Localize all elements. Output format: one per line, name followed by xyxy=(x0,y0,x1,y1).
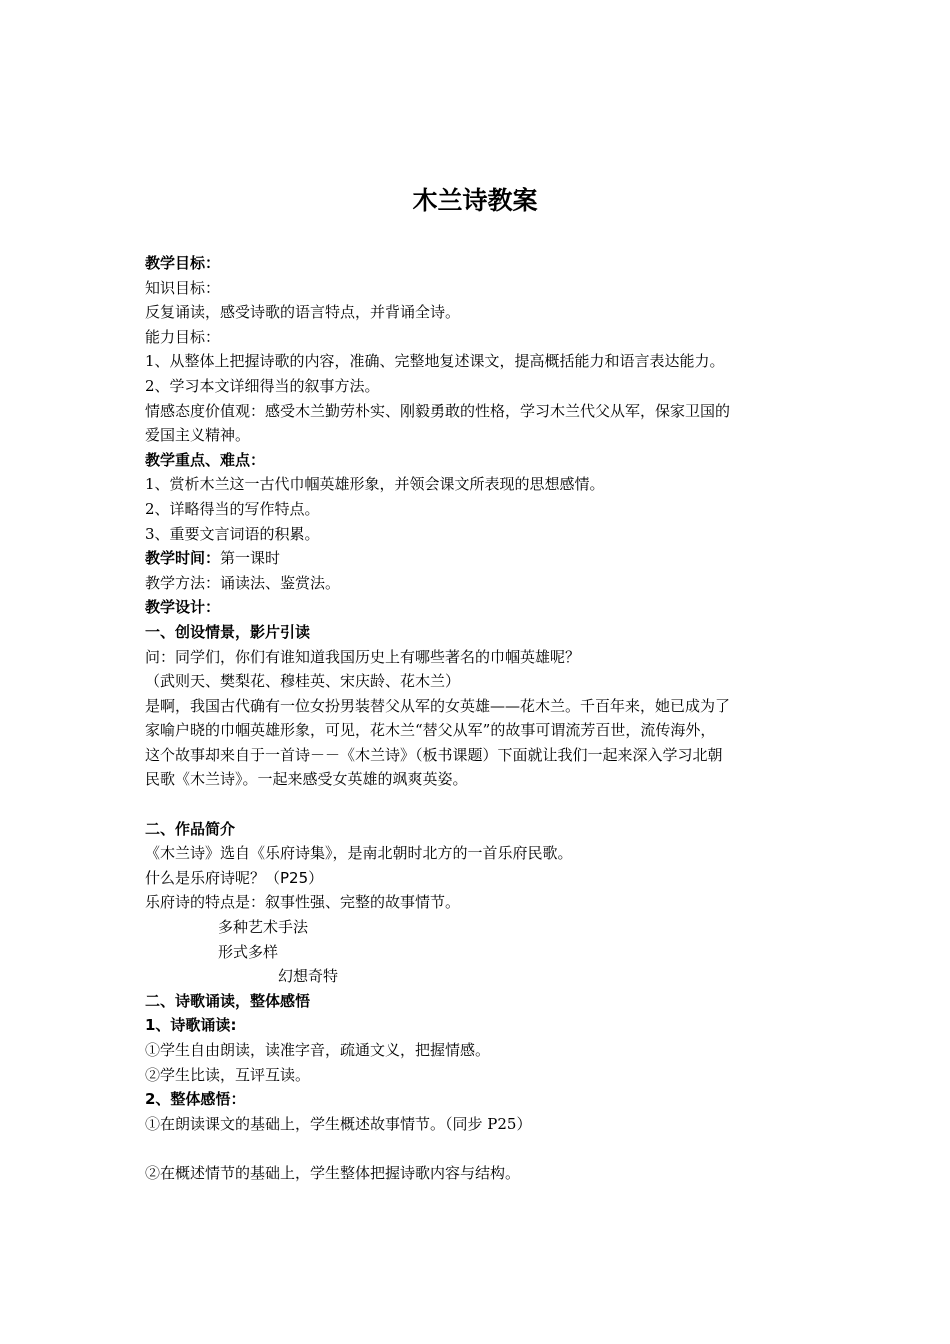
teaching-time-value: 第一课时 xyxy=(220,549,281,568)
ability-goal-item-1: 1、从整体上把握诗歌的内容，准确、完整地复述课文，提高概括能力和语言表达能力。 xyxy=(145,352,725,371)
section-2-close-paren: ） xyxy=(308,868,324,887)
key-point-item-3: 3、重要文言词语的积累。 xyxy=(145,524,320,543)
section-1-paragraph-line-2: 家喻户晓的巾帼英雄形象，可见，花木兰“替父从军”的故事可谓流芳百世，流传海外， xyxy=(145,721,716,740)
blank-line xyxy=(145,1136,810,1161)
yuefu-feature-2: 形式多样 xyxy=(218,942,279,961)
design-heading: 教学设计： xyxy=(145,598,221,617)
section-1-paragraph-line-3: 这个故事却来自于一首诗－－《木兰诗》（板书课题）下面就让我们一起来深入学习北朝 xyxy=(145,745,723,764)
section-3-sub-1-item-1: ①学生自由朗读，读准字音，疏通文义，把握情感。 xyxy=(145,1041,491,1059)
section-3-sub-1-heading: 1、诗歌诵读: xyxy=(145,1016,237,1035)
emotion-goal-line-2: 爱国主义精神。 xyxy=(145,426,251,445)
section-1-paragraph-line-4: 民歌《木兰诗》。一起来感受女英雄的飒爽英姿。 xyxy=(145,770,468,789)
yuefu-feature-3: 幻想奇特 xyxy=(278,967,339,986)
key-points-heading: 教学重点、难点： xyxy=(145,450,266,469)
section-1-question: 问：同学们，你们有谁知道我国历史上有哪些著名的巾帼英雄呢？ xyxy=(145,647,581,666)
section-2-question-text: 什么是乐府诗呢？（ xyxy=(145,868,281,887)
section-3-sub-2-heading: 2、整体感悟： xyxy=(145,1090,246,1109)
ability-goal-label: 能力目标： xyxy=(145,327,221,346)
ability-goal-item-2: 2、学习本文详细得当的叙事方法。 xyxy=(145,376,380,395)
section-3-sub-2-item-1: ①在朗读课文的基础上，学生概述故事情节。（同步 P25） xyxy=(145,1114,532,1133)
teaching-time-label: 教学时间： xyxy=(145,549,221,568)
teaching-method: 教学方法：诵读法、鉴赏法。 xyxy=(145,573,341,592)
document-title: 木兰诗教案 xyxy=(412,186,538,215)
section-3-sub-1-item-2: ②学生比读，互评互读。 xyxy=(145,1065,311,1084)
key-point-item-2: 2、详略得当的写作特点。 xyxy=(145,499,320,518)
section-2-heading: 二、作品简介 xyxy=(145,819,236,838)
section-2-line-3: 乐府诗的特点是：叙事性强、完整的故事情节。 xyxy=(145,893,461,912)
section-2-line-2 xyxy=(145,866,810,891)
section-2-line-1: 《木兰诗》选自《乐府诗集》，是南北朝时北方的一首乐府民歌。 xyxy=(145,844,573,863)
teaching-time xyxy=(145,546,810,571)
emotion-goal-line-1: 情感态度价值观：感受木兰勤劳朴实、刚毅勇敢的性格，学习木兰代父从军，保家卫国的 xyxy=(145,401,731,420)
section-2-page-ref: P25 xyxy=(280,868,309,887)
section-1-answer: （武则天、樊梨花、穆桂英、宋庆龄、花木兰） xyxy=(145,672,461,691)
knowledge-goal-text: 反复诵读，感受诗歌的语言特点，并背诵全诗。 xyxy=(145,303,461,322)
blank-line xyxy=(145,792,810,817)
key-point-item-1: 1、赏析木兰这一古代巾帼英雄形象，并领会课文所表现的思想感情。 xyxy=(145,475,605,494)
section-3-heading: 二、诗歌诵读，整体感悟 xyxy=(145,991,311,1010)
section-3-sub-2-item-2: ②在概述情节的基础上，学生整体把握诗歌内容与结构。 xyxy=(145,1163,521,1182)
knowledge-goal-label: 知识目标： xyxy=(145,278,221,297)
goals-heading: 教学目标： xyxy=(145,254,221,272)
yuefu-feature-1: 多种艺术手法 xyxy=(218,918,309,937)
section-1-heading: 一、创设情景，影片引读 xyxy=(145,622,311,641)
section-1-paragraph-line-1: 是啊，我国古代确有一位女扮男装替父从军的女英雄——花木兰。千百年来，她已成为了 xyxy=(145,696,731,715)
document-body xyxy=(145,251,810,1186)
